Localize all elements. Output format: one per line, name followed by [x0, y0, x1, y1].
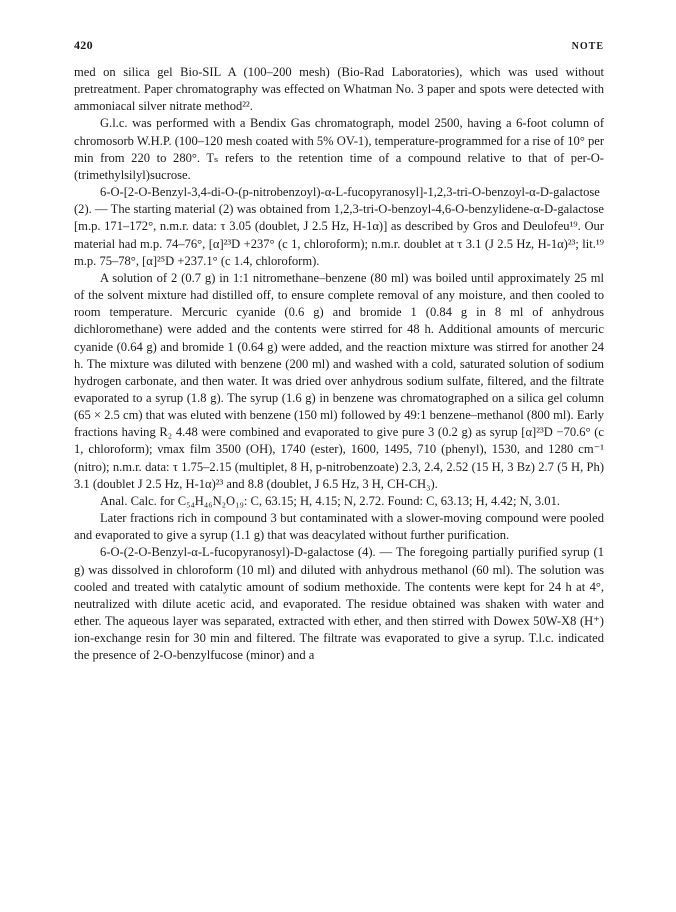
paragraph-methods-chromatography: med on silica gel Bio-SIL A (100–200 mesh) (Bio-Rad Laboratories), which was used without pretreatment. Paper chromatography was effected on Whatman No. 3 paper and spots were detected with ammoniacal silver nitrate method²². [74, 65, 604, 114]
paragraph-analysis: Anal. Calc. for C₅₄H₄₆N₂O₁₉: C, 63.15; H, 4.15; N, 2.72. Found: C, 63.13; H, 4.42; N, 3.01. [100, 493, 560, 508]
page [74, 38, 604, 664]
paragraph-later-fractions: Later fractions rich in compound 3 but contaminated with a slower-moving compound were pooled and evaporated to give a syrup (1.1 g) that was deacylated without further purification. [74, 511, 604, 543]
paragraph-synthesis-3: A solution of 2 (0.7 g) in 1:1 nitromethane–benzene (80 ml) was boiled until approximately 25 ml of the solvent mixture had distilled off, to ensure complete removal of any moisture, and then cooled to room temperature. Mercuric cyanide (0.6 g) and bromide 1 (0.84 g in 8 ml of anhydrous dichloromethane) were added and the contents were stirred for 48 h. Additional amounts of mercuric cyanide (0.64 g) and bromide 1 (0.64 g) were added, and the reaction mixture was stirred for another 24 h. The mixture was diluted with benzene (200 ml) and washed with a cold, saturated solution of sodium hydrogen carbonate, and then water. It was dried over anhydrous sodium sulfate, filtered, and the filtrate evaporated to a syrup (1.8 g). The syrup (1.6 g) in benzene was chromatographed on a silica gel column (65 × 2.5 cm) that was eluted with benzene (150 ml) followed by 49:1 benzene–methanol (800 ml). Early fractions having R₂ 4.48 were combined and evaporated to give pure 3 (0.2 g) as syrup [α]²³D −70.6° (c 1, chloroform); νmax film 3500 (OH), 1740 (ester), 1600, 1495, 710 (phenyl), 1530, and 1280 cm⁻¹ (nitro); n.m.r. data: τ 1.75–2.15 (multiplet, 8 H, p-nitrobenzoate) 2.3, 2.4, 2.52 (15 H, 3 Bz) 2.7 (5 H, Ph) 3.1 (doublet J 2.5 Hz, H-1α)²³ and 8.8 (doublet, J 6.5 Hz, 3 H, CH-CH₃). [74, 270, 604, 491]
body-text [74, 64, 604, 664]
running-head: NOTE [571, 41, 604, 52]
paragraph-glc: G.l.c. was performed with a Bendix Gas chromatograph, model 2500, having a 6-foot column of chromosorb W.H.P. (100–120 mesh coated with 5% OV-1), temperature-programmed for a rise of 10° per min from 220 to 280°. Tₛ refers to the retention time of a compound relative to that of per-O-(trimethylsilyl)sucrose. [74, 116, 605, 182]
paragraph-compound-2: 6-O-[2-O-Benzyl-3,4-di-O-(p-nitrobenzoyl)-α-L-fucopyranosyl]-1,2,3-tri-O-benzoyl-α-D-galactose (2). — The starting material (2) was obtained from 1,2,3-tri-O-benzoyl-4,6-O-benzylidene-α-D-galactose [m.p. 171–172°, n.m.r. data: τ 3.05 (doublet, J 2.5 Hz, H-1α)] as described by Gros and Deulofeu¹⁹. Our material had m.p. 74–76°, [α]²³D +237° (c 1, chloroform); n.m.r. doublet at τ 3.1 (J 2.5 Hz, H-1α)²³; lit.¹⁹ m.p. 75–78°, [α]²⁵D +237.1° (c 1.4, chloroform). [74, 185, 604, 268]
page-header [74, 38, 604, 64]
paragraph-compound-4: 6-O-(2-O-Benzyl-α-L-fucopyranosyl)-D-galactose (4). — The foregoing partially purified syrup (1 g) was dissolved in chloroform (10 ml) and diluted with anhydrous methanol (60 ml). The solution was cooled and treated with catalytic amount of sodium methoxide. The contents were kept for 24 h at 4°, neutralized with dilute acetic acid, and evaporated. The residue obtained was shaken with water and ether. The aqueous layer was separated, extracted with ether, and then stirred with Dowex 50W-X8 (H⁺) ion-exchange resin for 30 min and filtered. The filtrate was evaporated to give a syrup. T.l.c. indicated the presence of 2-O-benzylfucose (minor) and a [74, 545, 604, 663]
page-number: 420 [74, 38, 93, 52]
